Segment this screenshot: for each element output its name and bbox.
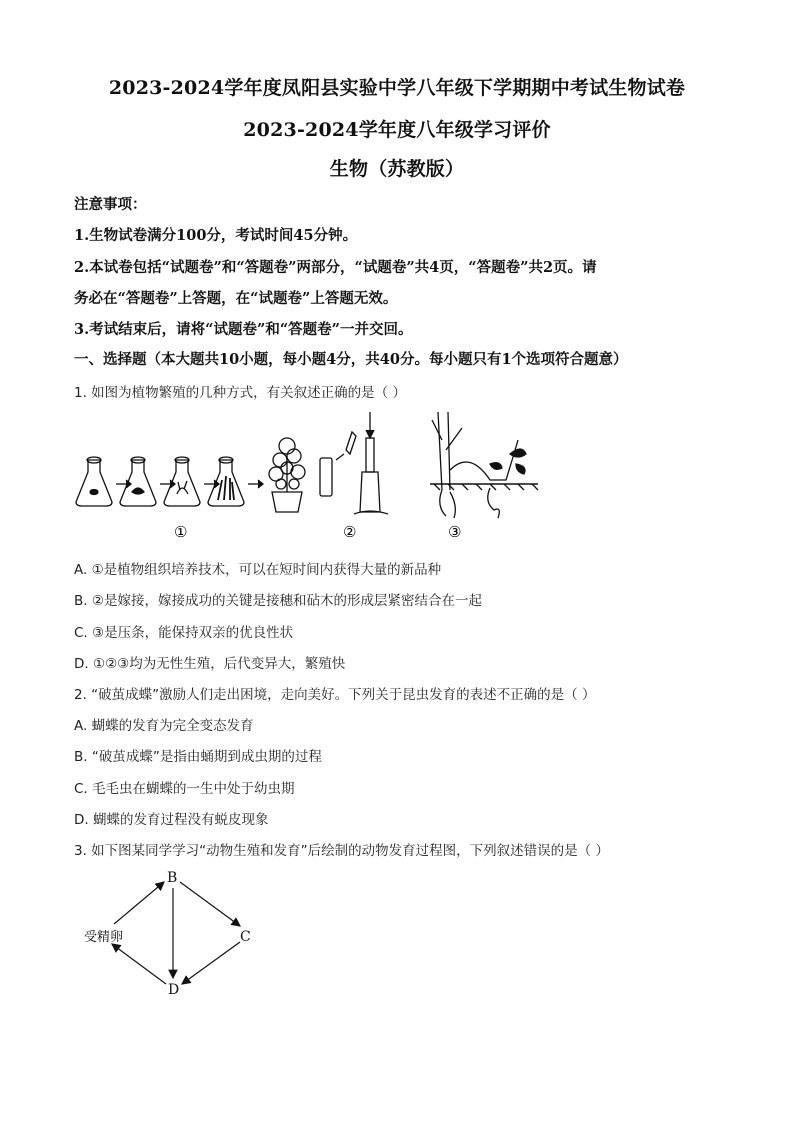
question-2-option-b: B. “破茧成蝶”是指由蛹期到成虫期的过程 [74, 749, 322, 765]
node-fertilized-egg: 受精卵 [84, 930, 124, 945]
arrow-c-to-d [182, 942, 240, 984]
node-b: B [167, 870, 178, 886]
arrow-d-to-egg [112, 944, 166, 984]
notice-item-1: 1.生物试卷满分100分，考试时间45分钟。 [74, 227, 358, 244]
question-2-stem: 2. “破茧成蝶”激励人们走出困境，走向美好。下列关于昆虫发育的表述不正确的是（ ） [74, 687, 596, 703]
exam-title: 2023-2024学年度凤阳县实验中学八年级下学期期中考试生物试卷 [108, 77, 686, 99]
notice-heading: 注意事项： [74, 196, 147, 213]
question-1-stem: 1. 如图为植物繁殖的几种方式，有关叙述正确的是（ ） [74, 385, 406, 401]
question-2-option-a: A. 蝴蝶的发育为完全变态发育 [74, 718, 254, 734]
flask-icon [76, 457, 112, 506]
potted-plant-icon [269, 438, 305, 512]
propagation-illustration [70, 410, 540, 545]
notice-item-3: 3.考试结束后，请将“试题卷”和“答题卷”一并交回。 [74, 321, 413, 338]
notice-item-2a: 2.本试卷包括“试题卷”和“答题卷”两部分，“试题卷”共4页，“答题卷”共2页。请 [74, 259, 597, 276]
figure-label-2: ② [343, 523, 357, 541]
propagation-figure [70, 410, 540, 545]
section-heading: 一、选择题（本大题共10小题，每小题4分，共40分。每小题只有1个选项符合题意） [74, 351, 628, 368]
figure-label-3: ③ [448, 523, 462, 541]
flask-icon [164, 457, 200, 506]
question-1-option-a: A. ①是植物组织培养技术，可以在短时间内获得大量的新品种 [74, 562, 442, 578]
development-cycle-diagram [80, 866, 270, 1000]
question-3-stem: 3. 如下图某同学学习“动物生殖和发育”后绘制的动物发育过程图，下列叙述错误的是（ ） [74, 843, 609, 859]
exam-subject: 生物（苏教版） [329, 158, 465, 180]
question-1-option-c: C. ③是压条，能保持双亲的优良性状 [74, 625, 294, 641]
figure-label-1: ① [174, 523, 188, 541]
arrow-egg-to-b [114, 882, 164, 924]
exam-subtitle: 2023-2024学年度八年级学习评价 [243, 119, 551, 141]
flask-icon [120, 457, 156, 506]
arrow-b-to-c [180, 882, 240, 926]
question-1-option-d: D. ①②③均为无性生殖，后代变异大，繁殖快 [74, 656, 346, 672]
layering-icon [430, 412, 538, 518]
flask-icon [208, 457, 244, 506]
question-2-option-c: C. 毛毛虫在蝴蝶的一生中处于幼虫期 [74, 781, 295, 797]
question-1-option-b: B. ②是嫁接，嫁接成功的关键是接穗和砧木的形成层紧密结合在一起 [74, 593, 482, 609]
node-c: C [240, 929, 251, 945]
grafting-icon [320, 412, 388, 514]
question-2-option-d: D. 蝴蝶的发育过程没有蜕皮现象 [74, 812, 269, 828]
node-d: D [168, 982, 180, 998]
notice-item-2b: 务必在“答题卷”上答题，在“试题卷”上答题无效。 [74, 290, 398, 307]
